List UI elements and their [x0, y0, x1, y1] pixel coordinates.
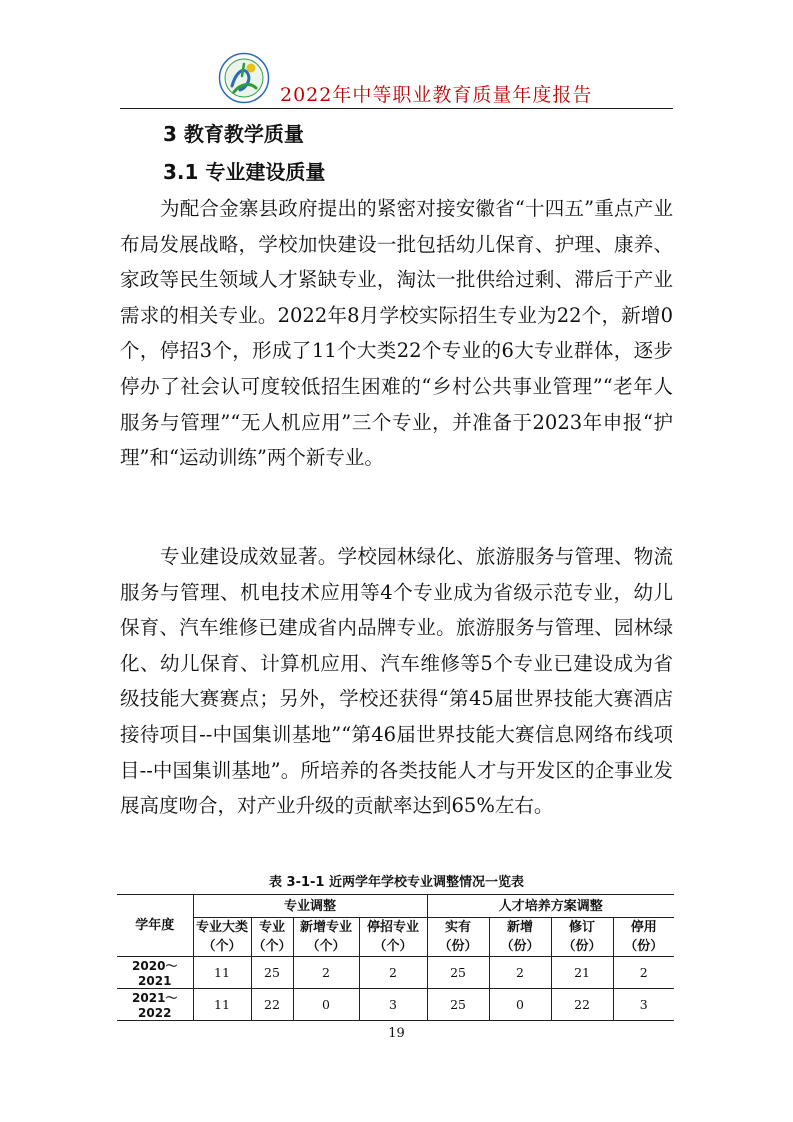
col-header-new-plans: 新增 （份） [489, 918, 551, 957]
col-header-new-major: 新增专业 （个） [293, 918, 359, 957]
table-cell: 2 [359, 957, 427, 989]
row-year: 2021～2022 [117, 989, 193, 1021]
major-adjustment-table [117, 894, 674, 1021]
page-header [120, 50, 673, 108]
table-cell: 25 [427, 957, 489, 989]
report-title: 2022年中等职业教育质量年度报告 [280, 84, 593, 106]
col-header-retired-plans: 停用 （份） [613, 918, 674, 957]
table-cell: 0 [293, 989, 359, 1021]
col-header-existing-plans: 实有 （份） [427, 918, 489, 957]
table-cell: 21 [551, 957, 613, 989]
table-cell: 11 [193, 989, 251, 1021]
page-number: 19 [388, 1026, 405, 1041]
section-heading: 3 教育教学质量 [163, 122, 304, 146]
col-header-stopped-major: 停招专业 （个） [359, 918, 427, 957]
table-cell: 25 [251, 957, 293, 989]
subsection-heading: 3.1 专业建设质量 [163, 160, 326, 184]
header-divider [120, 108, 673, 109]
year-header: 学年度 [117, 895, 193, 957]
table-cell: 11 [193, 957, 251, 989]
col-header-major-category: 专业大类 （个） [193, 918, 251, 957]
table-cell: 2 [613, 957, 674, 989]
table-cell: 22 [551, 989, 613, 1021]
table-cell: 2 [293, 957, 359, 989]
table-row [117, 989, 674, 1021]
major-adjustment-group-header: 专业调整 [193, 895, 427, 918]
table-cell: 25 [427, 989, 489, 1021]
col-header-major: 专业 （个） [251, 918, 293, 957]
table-cell: 0 [489, 989, 551, 1021]
paragraph-1: 为配合金寨县政府提出的紧密对接安徽省“十四五”重点产业布局发展战略，学校加快建设一批包括幼儿保育、护理、康养、家政等民生领域人才紧缺专业，淘汰一批供给过剩、滞后于产业需求的相关专业。2022年8月学校实际招生专业为22个，新增0个，停招3个，形成了11个大类22个专业的6大专业群体，逐步停办了社会认可度较低招生困难的“乡村公共事业管理”“老年人服务与管理”“无人机应用”三个专业，并准备于2023年申报“护理”和“运动训练”两个新专业。 [120, 197, 673, 470]
table-cell: 22 [251, 989, 293, 1021]
table-row [117, 957, 674, 989]
col-header-revised-plans: 修订 （份） [551, 918, 613, 957]
table-cell: 3 [359, 989, 427, 1021]
table-caption: 表 3-1-1 近两学年学校专业调整情况一览表 [269, 875, 524, 890]
row-year: 2020～2021 [117, 957, 193, 989]
school-logo [218, 52, 270, 104]
paragraph-2: 专业建设成效显著。学校园林绿化、旅游服务与管理、物流服务与管理、机电技术应用等4个专业成为省级示范专业，幼儿保育、汽车维修已建成省内品牌专业。旅游服务与管理、园林绿化、幼儿保育、计算机应用、汽车维修等5个专业已建设成为省级技能大赛赛点；另外，学校还获得“第45届世界技能大赛酒店接待项目--中国集训基地”“第46届世界技能大赛信息网络布线项目--中国集训基地”。所培养的各类技能人才与开发区的企事业发展高度吻合，对产业升级的贡献率达到65%左右。 [120, 545, 673, 818]
training-plan-group-header: 人才培养方案调整 [427, 895, 674, 918]
table-cell: 2 [489, 957, 551, 989]
table-cell: 3 [613, 989, 674, 1021]
